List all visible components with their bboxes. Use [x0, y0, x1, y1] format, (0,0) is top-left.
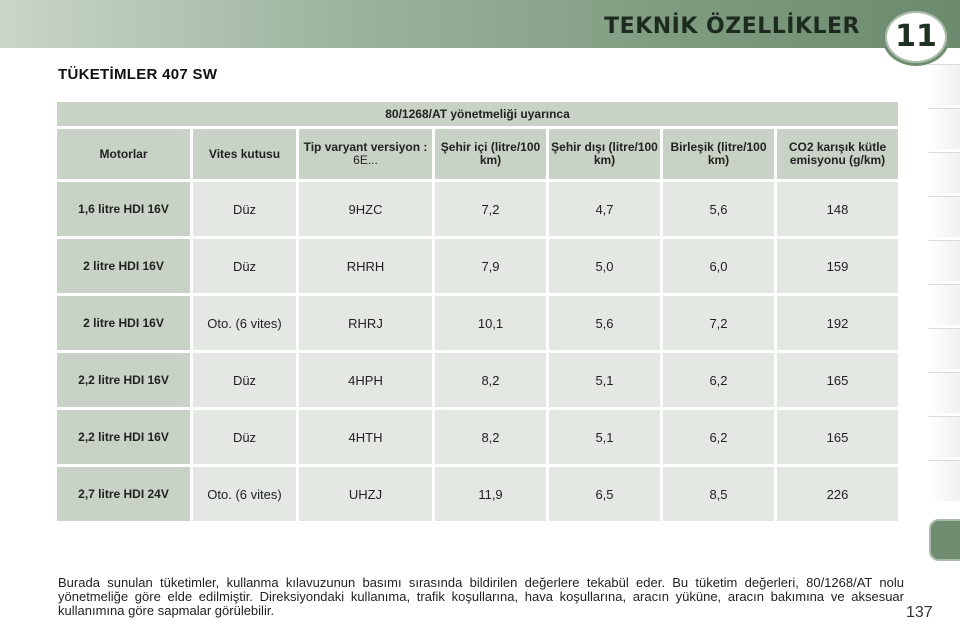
table-row [57, 182, 898, 236]
gearbox-cell: Düz [193, 239, 296, 293]
side-tab[interactable] [928, 64, 960, 105]
co2-cell: 148 [777, 182, 898, 236]
column-header: Şehir dışı (litre/100 km) [549, 129, 660, 179]
gearbox-cell: Oto. (6 vites) [193, 467, 296, 521]
combined-cell: 6,2 [663, 353, 774, 407]
extra-urban-cell: 5,6 [549, 296, 660, 350]
table-row [57, 239, 898, 293]
engine-cell: 2 litre HDI 16V [57, 296, 190, 350]
footnote-text: Burada sunulan tüketimler, kullanma kılavuzunun basımı sırasında bildirilen değerlere tekabül eder. Bu tüketim değerleri, 80/1268/AT nolu yönetmeliğe göre elde edilmiştir. Direksiyondaki kullanıma, trafik koşullarına, hava koşullarına, aracın yüküne, aracın bakımına ve aksesuar kullanımına göre sapmalar görülebilir. [58, 575, 904, 618]
engine-cell: 2,2 litre HDI 16V [57, 410, 190, 464]
variant-cell: 4HPH [299, 353, 432, 407]
page-number: 137 [906, 604, 933, 621]
side-tab-rail [928, 64, 960, 584]
engine-cell: 1,6 litre HDI 16V [57, 182, 190, 236]
column-header: Vites kutusu [193, 129, 296, 179]
extra-urban-cell: 6,5 [549, 467, 660, 521]
side-tab[interactable] [928, 372, 960, 413]
gearbox-cell: Oto. (6 vites) [193, 296, 296, 350]
co2-cell: 226 [777, 467, 898, 521]
extra-urban-cell: 5,1 [549, 410, 660, 464]
side-tab[interactable] [928, 152, 960, 193]
consumption-table [54, 99, 901, 524]
table-row [57, 296, 898, 350]
column-header: Motorlar [57, 129, 190, 179]
column-header: Birleşik (litre/100 km) [663, 129, 774, 179]
side-tab[interactable] [928, 108, 960, 149]
variant-cell: UHZJ [299, 467, 432, 521]
urban-cell: 8,2 [435, 353, 546, 407]
co2-cell: 192 [777, 296, 898, 350]
page-header-title: TEKNİK ÖZELLİKLER [604, 14, 860, 39]
urban-cell: 10,1 [435, 296, 546, 350]
side-tab[interactable] [928, 328, 960, 369]
gearbox-cell: Düz [193, 410, 296, 464]
engine-cell: 2 litre HDI 16V [57, 239, 190, 293]
side-tab[interactable] [928, 460, 960, 501]
variant-cell: RHRJ [299, 296, 432, 350]
co2-cell: 165 [777, 410, 898, 464]
version-prefix: 6E... [353, 153, 378, 167]
urban-cell: 7,9 [435, 239, 546, 293]
side-tab[interactable] [928, 284, 960, 325]
side-tab[interactable] [928, 196, 960, 237]
urban-cell: 11,9 [435, 467, 546, 521]
side-tab-active-chapter[interactable] [929, 519, 960, 561]
extra-urban-cell: 5,0 [549, 239, 660, 293]
table-row [57, 353, 898, 407]
combined-cell: 8,5 [663, 467, 774, 521]
combined-cell: 6,0 [663, 239, 774, 293]
extra-urban-cell: 4,7 [549, 182, 660, 236]
co2-cell: 165 [777, 353, 898, 407]
column-header [299, 129, 432, 179]
table-row [57, 467, 898, 521]
chapter-badge [882, 8, 950, 66]
combined-cell: 6,2 [663, 410, 774, 464]
table-title: 80/1268/AT yönetmeliği uyarınca [57, 102, 898, 126]
side-tab[interactable] [928, 416, 960, 457]
combined-cell: 5,6 [663, 182, 774, 236]
co2-cell: 159 [777, 239, 898, 293]
urban-cell: 7,2 [435, 182, 546, 236]
engine-cell: 2,7 litre HDI 24V [57, 467, 190, 521]
side-tab[interactable] [928, 240, 960, 281]
chapter-number: 11 [895, 19, 937, 54]
column-header: CO2 karışık kütle emisyonu (g/km) [777, 129, 898, 179]
extra-urban-cell: 5,1 [549, 353, 660, 407]
variant-cell: 4HTH [299, 410, 432, 464]
table-row [57, 410, 898, 464]
gearbox-cell: Düz [193, 182, 296, 236]
gearbox-cell: Düz [193, 353, 296, 407]
column-header-label: Tip varyant versiyon : [303, 140, 428, 154]
column-header: Şehir içi (litre/100 km) [435, 129, 546, 179]
variant-cell: RHRH [299, 239, 432, 293]
variant-cell: 9HZC [299, 182, 432, 236]
urban-cell: 8,2 [435, 410, 546, 464]
engine-cell: 2,2 litre HDI 16V [57, 353, 190, 407]
combined-cell: 7,2 [663, 296, 774, 350]
section-title: TÜKETİMLER 407 SW [58, 66, 218, 83]
